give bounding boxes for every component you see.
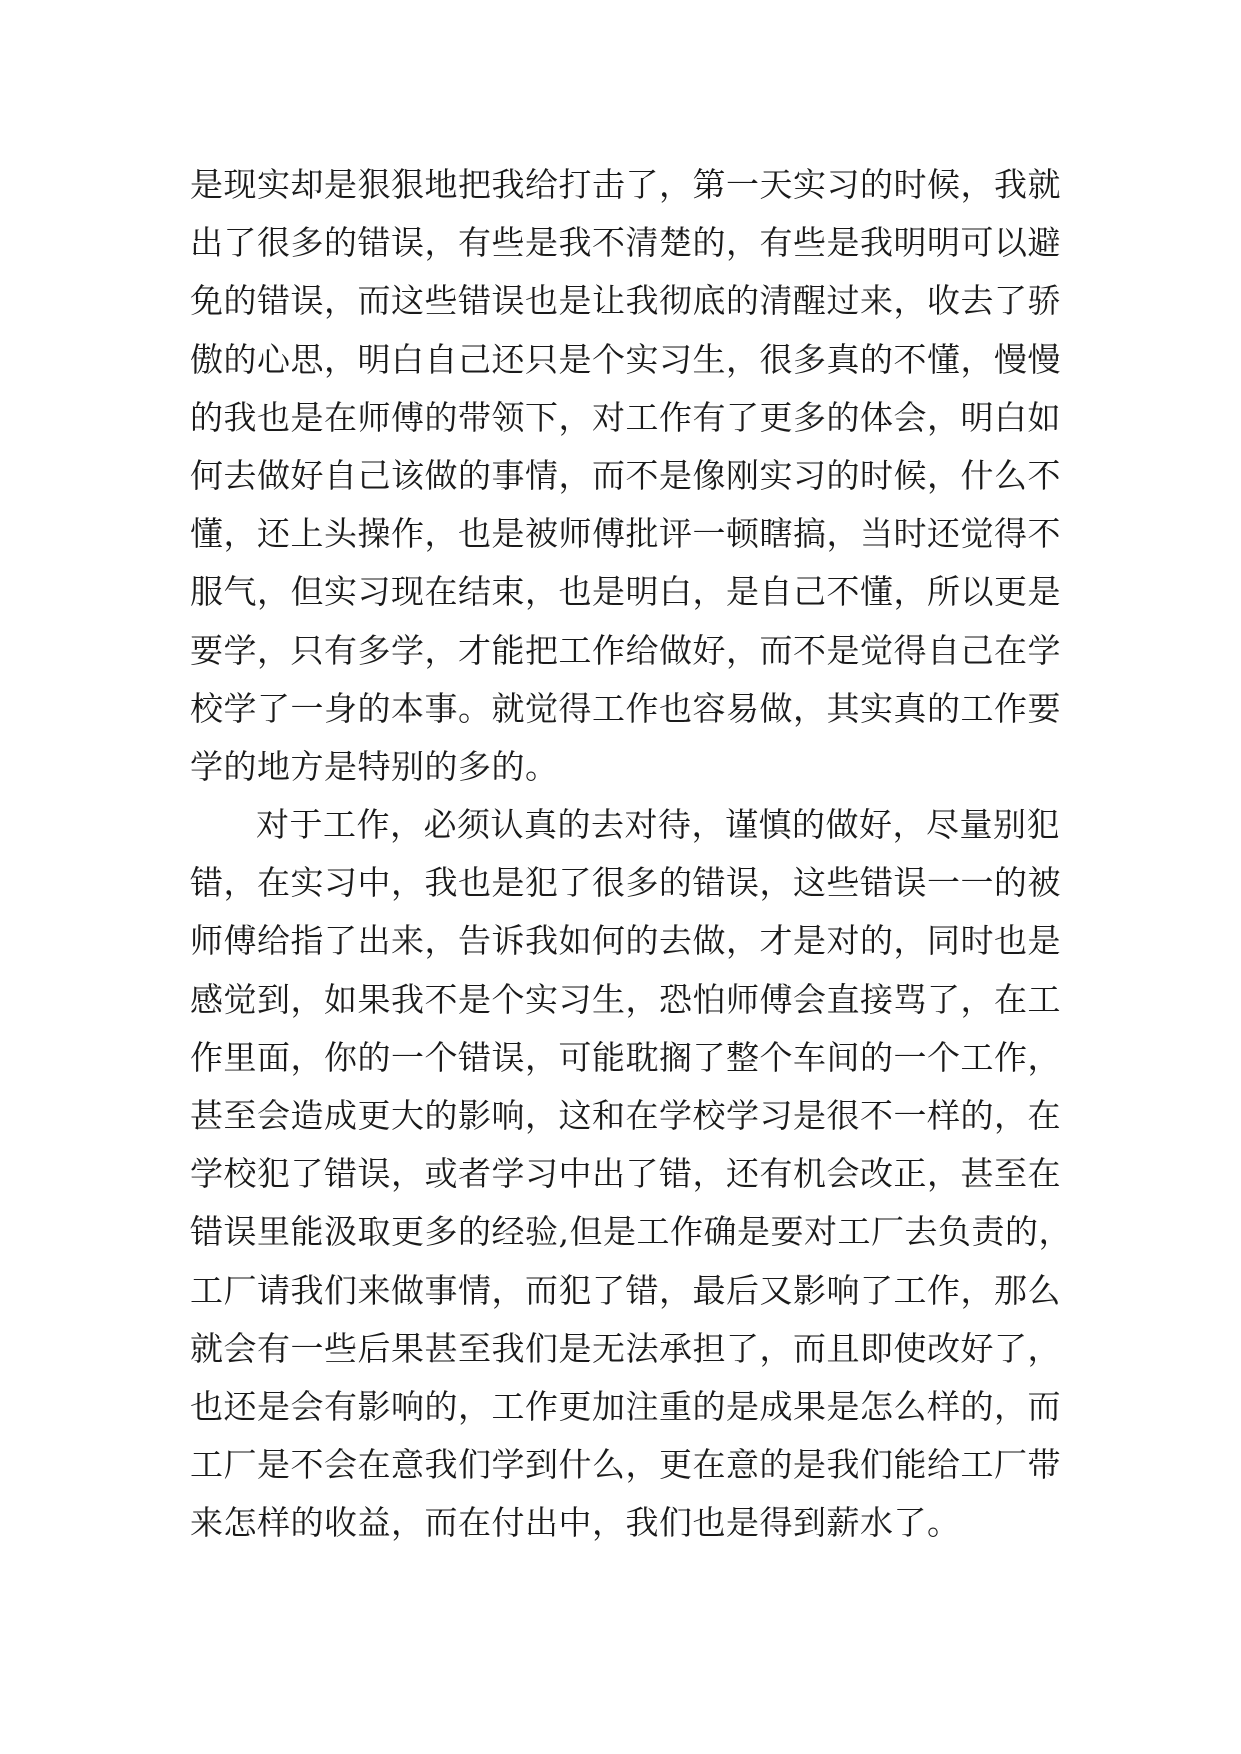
text-line: 感觉到，如果我不是个实习生，恐怕师傅会直接骂了，在工 bbox=[190, 979, 1061, 1019]
text-line: 是现实却是狠狠地把我给打击了，第一天实习的时候，我就 bbox=[190, 165, 1061, 204]
text-line: 师傅给指了出来，告诉我如何的去做，才是对的，同时也是 bbox=[190, 921, 1061, 961]
text-line: 甚至会造成更大的影响，这和在学校学习是很不一样的，在 bbox=[190, 1096, 1061, 1135]
text-line: 懂，还上头操作，也是被师傅批评一顿瞎搞，当时还觉得不 bbox=[190, 514, 1061, 554]
text-line: 服气，但实习现在结束，也是明白，是自己不懂，所以更是 bbox=[190, 572, 1061, 612]
text-line: 错误里能汲取更多的经验,但是工作确是要对工厂去负责的， bbox=[190, 1212, 1072, 1252]
text-line: 傲的心思，明白自己还只是个实习生，很多真的不懂，慢慢 bbox=[190, 339, 1061, 379]
body-text bbox=[190, 156, 1072, 1553]
text-line: 学校犯了错误，或者学习中出了错，还有机会改正，甚至在 bbox=[190, 1154, 1061, 1194]
text-line: 就会有一些后果甚至我们是无法承担了，而且即使改好了， bbox=[190, 1328, 1061, 1368]
text-line: 工厂是不会在意我们学到什么，更在意的是我们能给工厂带 bbox=[190, 1445, 1061, 1485]
text-line: 作里面，你的一个错误，可能耽搁了整个车间的一个工作， bbox=[190, 1037, 1061, 1077]
text-line: 何去做好自己该做的事情，而不是像刚实习的时候，什么不 bbox=[190, 455, 1061, 495]
text-line: 也还是会有影响的，工作更加注重的是成果是怎么样的，而 bbox=[190, 1386, 1061, 1426]
text-line: 出了很多的错误，有些是我不清楚的，有些是我明明可以避 bbox=[190, 223, 1061, 263]
text-line: 免的错误，而这些错误也是让我彻底的清醒过来，收去了骄 bbox=[190, 281, 1061, 321]
paragraph-end-line: 来怎样的收益，而在付出中，我们也是得到薪水了。 bbox=[190, 1503, 961, 1543]
text-line: 的我也是在师傅的带领下，对工作有了更多的体会，明白如 bbox=[190, 397, 1061, 437]
paragraph-start-line: 对于工作，必须认真的去对待，谨慎的做好，尽量别犯 bbox=[256, 805, 1060, 845]
text-line: 工厂请我们来做事情，而犯了错，最后又影响了工作，那么 bbox=[190, 1270, 1061, 1310]
text-line: 校学了一身的本事。就觉得工作也容易做，其实真的工作要 bbox=[190, 688, 1061, 728]
paragraph-end-line: 学的地方是特别的多的。 bbox=[190, 746, 559, 786]
text-line: 错，在实习中，我也是犯了很多的错误，这些错误一一的被 bbox=[190, 863, 1061, 903]
text-line: 要学，只有多学，才能把工作给做好，而不是觉得自己在学 bbox=[190, 630, 1061, 670]
